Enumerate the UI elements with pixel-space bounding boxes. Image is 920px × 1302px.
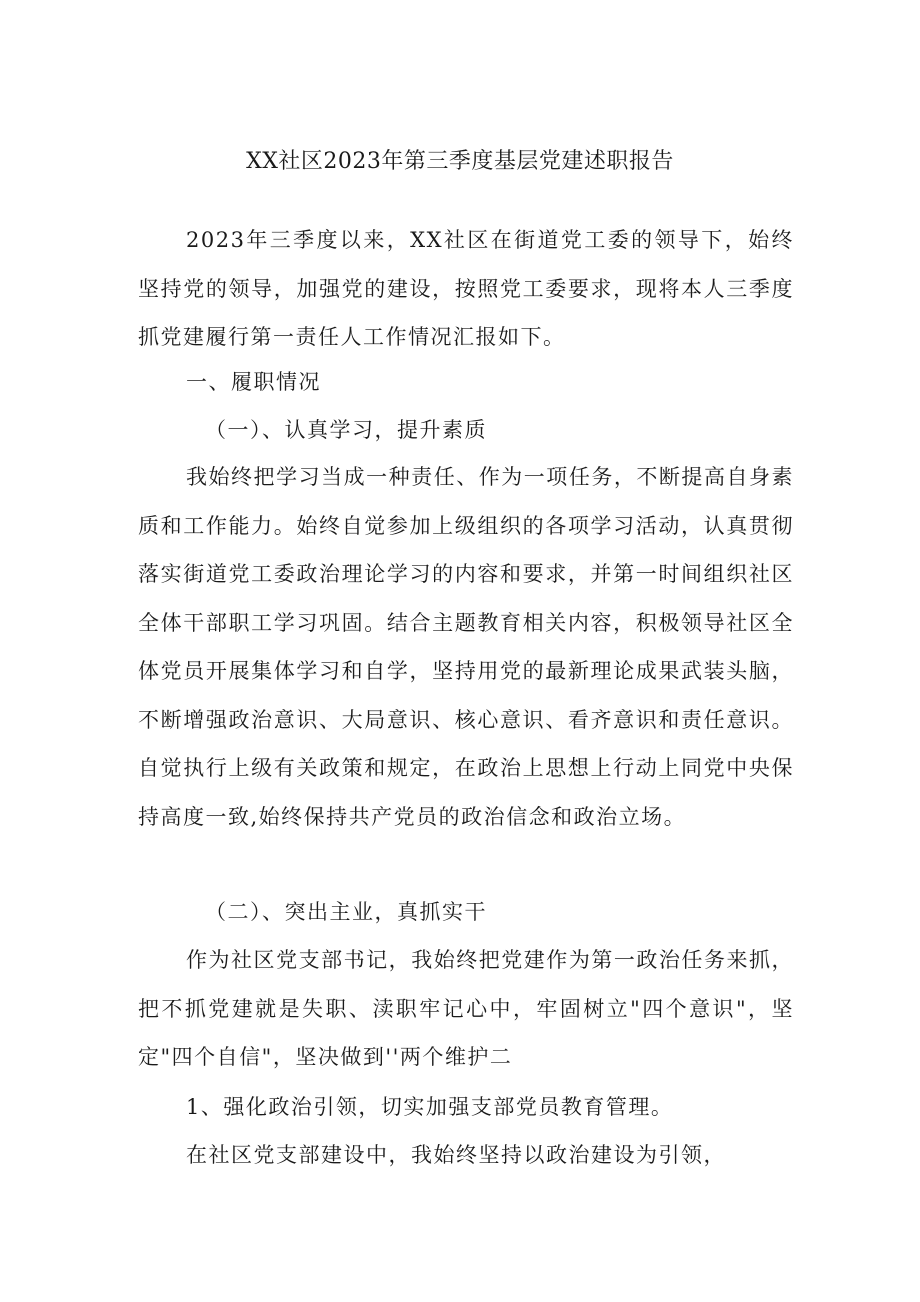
subsection-1-paragraph: 我始终把学习当成一种责任、作为一项任务，不断提高自身素质和工作能力。始终自觉参加上级组织的各项学习活动，认真贯彻落实街道党工委政治理论学习的内容和要求，并第一时间组织社区全体干部职工学习巩固。结合主题教育相关内容，积极领导社区全体党员开展集体学习和自学，坚持用党的最新理论成果武装头脑，不断增强政治意识、大局意识、核心意识、看齐意识和责任意识。自觉执行上级有关政策和规定，在政治上思想上行动上同党中央保持高度一致,始终保持共产党员的政治信念和政治立场。 xyxy=(138,465,794,829)
subsection-heading-2: （二）、突出主业，真抓实干 xyxy=(205,900,487,924)
subsection-2-paragraph: 作为社区党支部书记，我始终把党建作为第一政治任务来抓，把不抓党建就是失职、渎职牢记心中，牢固树立"四个意识"，坚定"四个自信"，坚决做到''两个维护二 xyxy=(138,948,794,1069)
section-heading: 一、履职情况 xyxy=(186,370,321,394)
subsection-heading-1: （一）、认真学习，提升素质 xyxy=(205,418,487,442)
intro-paragraph: 2023年三季度以来，XX社区在街道党工委的领导下，始终坚持党的领导，加强党的建设，按照党工委要求，现将本人三季度抓党建履行第一责任人工作情况汇报如下。 xyxy=(138,228,794,349)
item-1-paragraph: 在社区党支部建设中，我始终坚持以政治建设为引领， xyxy=(186,1143,726,1167)
document-title: XX社区2023年第三季度基层党建述职报告 xyxy=(246,149,674,174)
item-heading-1: 1、强化政治引领，切实加强支部党员教育管理。 xyxy=(186,1095,674,1119)
